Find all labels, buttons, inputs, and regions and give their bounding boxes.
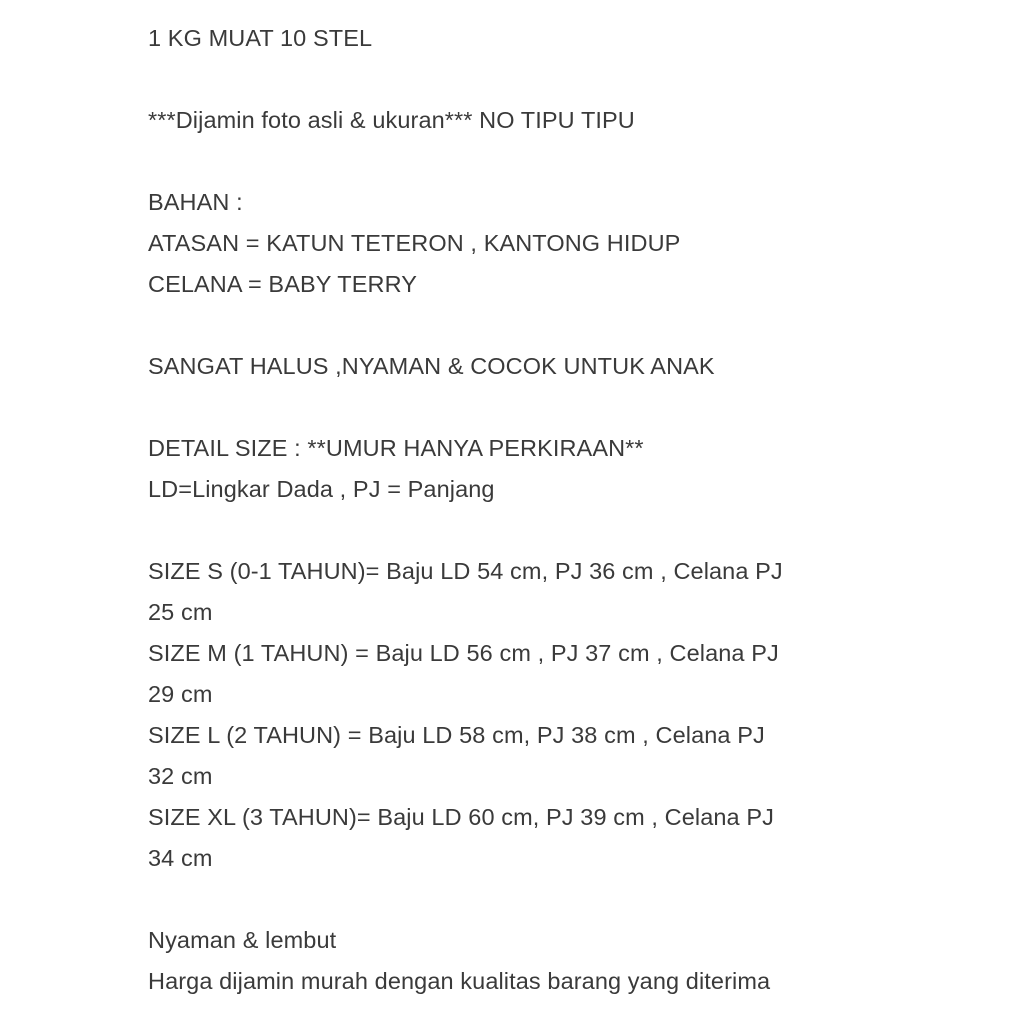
blank-line [148, 141, 888, 182]
size-l-line-2: 32 cm [148, 763, 213, 789]
comfort-note: SANGAT HALUS ,NYAMAN & COCOK UNTUK ANAK [148, 353, 715, 379]
description-text-block [148, 18, 888, 1002]
size-detail-heading: DETAIL SIZE : **UMUR HANYA PERKIRAAN** [148, 435, 644, 461]
weight-note: 1 KG MUAT 10 STEL [148, 25, 373, 51]
blank-line [148, 305, 888, 346]
blank-line [148, 879, 888, 920]
size-s-line-2: 25 cm [148, 599, 213, 625]
material-heading: BAHAN : [148, 189, 243, 215]
closing-line-2: Harga dijamin murah dengan kualitas barang yang diterima [148, 968, 771, 994]
material-top: ATASAN = KATUN TETERON , KANTONG HIDUP [148, 230, 681, 256]
size-xl-line-2: 34 cm [148, 845, 213, 871]
closing-line-1: Nyaman & lembut [148, 927, 337, 953]
blank-line [148, 59, 888, 100]
size-legend: LD=Lingkar Dada , PJ = Panjang [148, 476, 495, 502]
size-s-line-1: SIZE S (0-1 TAHUN)= Baju LD 54 cm, PJ 36 cm , Celana PJ [148, 558, 783, 584]
guarantee-note: ***Dijamin foto asli & ukuran*** NO TIPU TIPU [148, 107, 635, 133]
size-m-line-2: 29 cm [148, 681, 213, 707]
material-pants: CELANA = BABY TERRY [148, 271, 418, 297]
blank-line [148, 510, 888, 551]
blank-line [148, 387, 888, 428]
size-m-line-1: SIZE M (1 TAHUN) = Baju LD 56 cm , PJ 37 cm , Celana PJ [148, 640, 779, 666]
size-xl-line-1: SIZE XL (3 TAHUN)= Baju LD 60 cm, PJ 39 cm , Celana PJ [148, 804, 774, 830]
size-l-line-1: SIZE L (2 TAHUN) = Baju LD 58 cm, PJ 38 cm , Celana PJ [148, 722, 765, 748]
